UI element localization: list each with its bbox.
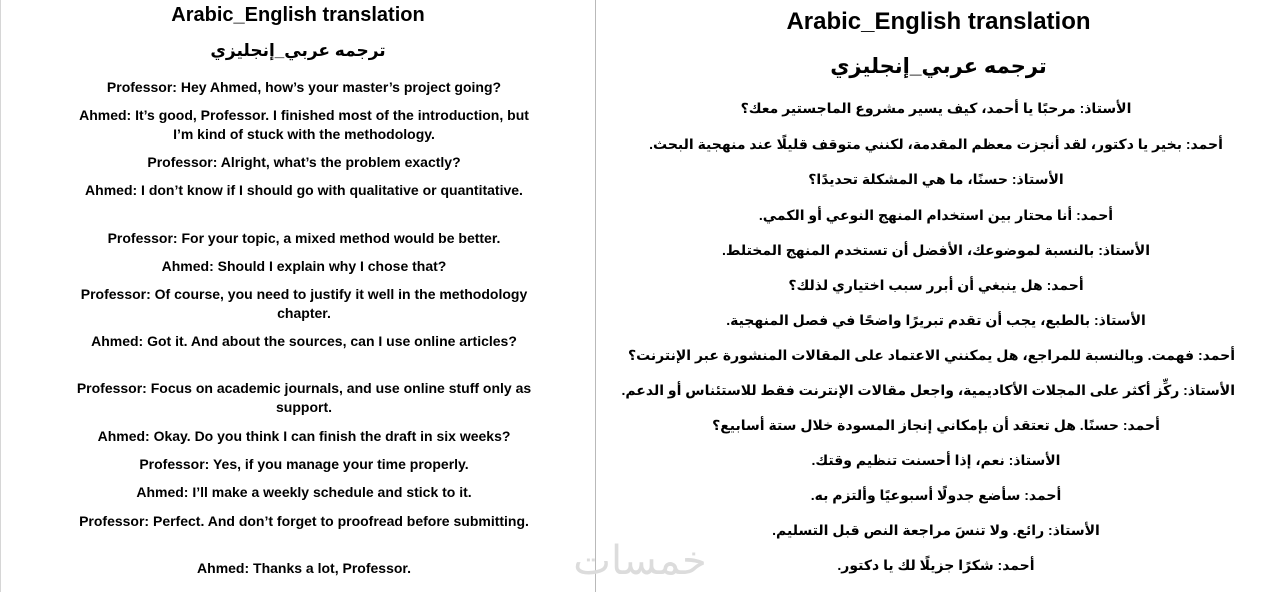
dialogue-line-ar: أحمد: حسنًا. هل تعتقد أن بإمكاني إنجاز المسودة خلال ستة أسابيع؟ — [712, 417, 1160, 433]
english-page — [0, 0, 596, 592]
dialogue-line-en: Ahmed: I’ll make a weekly schedule and stick to it. — [136, 484, 472, 500]
dialogue-line-ar: أحمد: شكرًا جزيلًا لك يا دكتور. — [837, 557, 1035, 573]
dialogue-line-ar: الأستاذ: بالنسبة لموضوعك، الأفضل أن تستخدم المنهج المختلط. — [721, 242, 1151, 258]
dialogue-line-en: Professor: Hey Ahmed, how’s your master’s project going? — [106, 79, 502, 95]
dialogue-line-en: Professor: Perfect. And don’t forget to proofread before submitting. — [79, 513, 529, 529]
dialogue-line-ar: أحمد: بخير يا دكتور، لقد أنجزت معظم المقدمة، لكنني متوقف قليلًا عند منهجية البحث. — [649, 136, 1223, 152]
dialogue-line-ar: الأستاذ: رائع. ولا تنسَ مراجعة النص قبل التسليم. — [772, 522, 1100, 538]
dialogue-line-en: Professor: Yes, if you manage your time properly. — [139, 456, 469, 472]
dialogue-line-en: Professor: For your topic, a mixed method would be better. — [107, 230, 501, 246]
dialogue-line-ar: الأستاذ: نعم، إذا أحسنت تنظيم وقتك. — [811, 452, 1061, 468]
dialogue-line-en: Professor: Of course, you need to justify it well in the methodology chapter. — [80, 286, 528, 321]
dialogue-line-ar: الأستاذ: مرحبًا يا أحمد، كيف يسير مشروع الماجستير معك؟ — [740, 100, 1132, 116]
page-title: Arabic_English translation — [786, 8, 1091, 35]
dialogue-line-en: Ahmed: Should I explain why I chose that? — [161, 258, 447, 274]
page-subtitle-arabic: ترجمه عربي_إنجليزي — [830, 55, 1047, 78]
dialogue-line-en: Ahmed: It’s good, Professor. I finished most of the introduction, but I’m kind of stuck with the methodology. — [79, 107, 529, 142]
dialogue-line-ar: أحمد: سأضع جدولًا أسبوعيًا وألتزم به. — [810, 487, 1062, 503]
dialogue-line-ar: أحمد: فهمت. وبالنسبة للمراجع، هل يمكنني الاعتماد على المقالات المنشورة عبر الإنترنت؟ — [627, 347, 1235, 363]
dialogue-line-ar: الأستاذ: بالطبع، يجب أن تقدم تبريرًا واضحًا في فصل المنهجية. — [726, 312, 1146, 328]
dialogue-line-en: Ahmed: Got it. And about the sources, can I use online articles? — [91, 333, 517, 349]
dialogue-line-ar: أحمد: هل ينبغي أن أبرر سبب اختياري لذلك؟ — [788, 277, 1084, 293]
dialogue-line-en: Professor: Focus on academic journals, and use online stuff only as support. — [76, 380, 532, 415]
dialogue-line-en: Professor: Alright, what’s the problem exactly? — [147, 154, 461, 170]
page-title: Arabic_English translation — [171, 4, 425, 26]
dialogue-line-ar: أحمد: أنا محتار بين استخدام المنهج النوعي أو الكمي. — [758, 207, 1114, 223]
dialogue-line-en: Ahmed: Thanks a lot, Professor. — [197, 560, 411, 576]
watermark-text: خمسات — [573, 538, 707, 584]
dialogue-line-ar: الأستاذ: ركِّز أكثر على المجلات الأكاديمية، واجعل مقالات الإنترنت فقط للاستئناس أو الدعم. — [621, 382, 1235, 398]
page-subtitle-arabic: ترجمه عربي_إنجليزي — [210, 41, 386, 60]
dialogue-line-en: Ahmed: I don’t know if I should go with qualitative or quantitative. — [85, 182, 523, 198]
dialogue-line-en: Ahmed: Okay. Do you think I can finish the draft in six weeks? — [97, 428, 511, 444]
arabic-page — [597, 0, 1280, 592]
dialogue-line-ar: الأستاذ: حسنًا، ما هي المشكلة تحديدًا؟ — [808, 171, 1064, 187]
